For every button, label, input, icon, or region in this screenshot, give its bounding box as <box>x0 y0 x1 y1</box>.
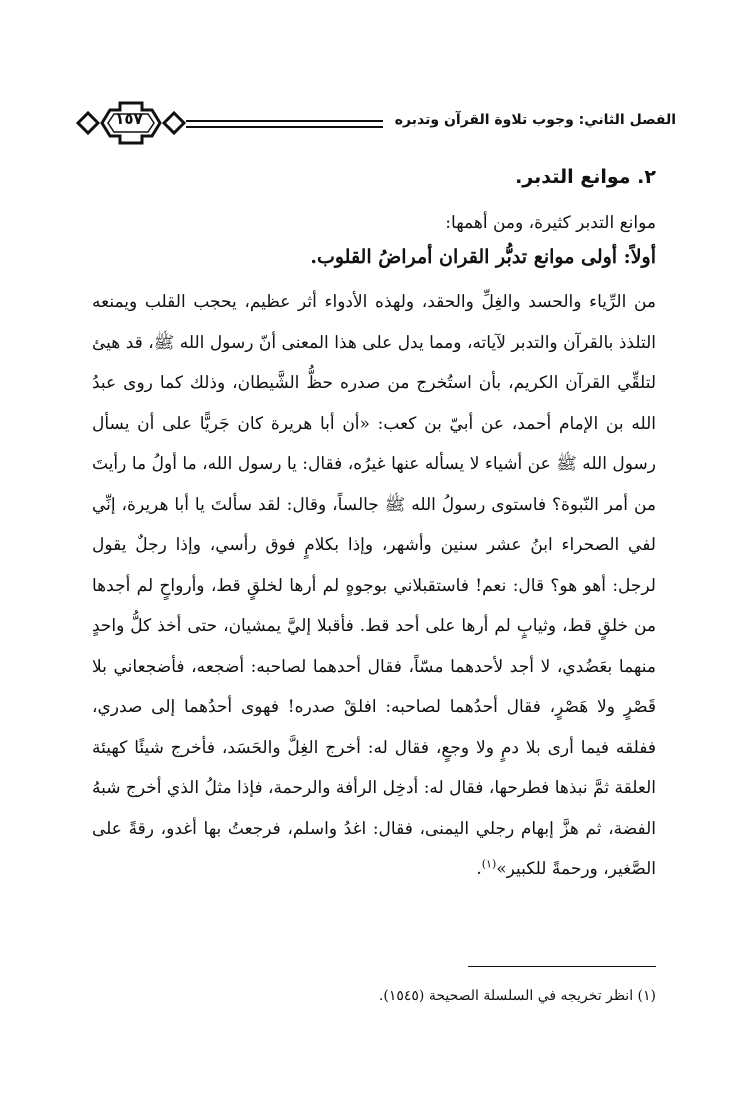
body-text: من الرِّياء والحسد والغِلِّ والحقد، ولهذه الأدواء أثر عظيم، يحجب القلب ويمنعه التلذذ بالقرآن والتدبر لآياته، ومما يدل على هذا المعنى أنّ رسول الله ﷺ، قد هيئ لتلقِّي القرآن الكريم، بأن استُخرج من صدره حظُّ الشَّيطان، وذلك كما روى عبدُ الله بن الإمام أحمد، عن أبيّ بن كعب: «أن أبا هريرة كان جَريًّا على أن يسأل رسول الله ﷺ عن أشياء لا يسأله عنها غيرُه، فقال: يا رسول الله، ما أولُ ما رأيتَ من أمر النّبوة؟ فاستوى رسولُ الله ﷺ جالساً، وقال: لقد سألتَ يا أبا هريرة، إنِّي لفي الصحراء ابنُ عشر سنين وأشهر، وإذا بكلامٍ فوق رأسي، وإذا رجلٌ يقول لرجل: أهو هو؟ قال: نعم! فاستقبلاني بوجوهٍ لم أرها لخلقٍ قط، وأرواحٍ لم أجدها من خلقٍ قط، وثيابٍ لم أرها على أحد قط. فأقبلا إليَّ يمشيان، حتى أخذ كلُّ واحدٍ منهما بعَضُدي، لا أجد لأحدهما مسّاً، فقال أحدهما لصاحبه: أضجعه، فأضجعاني بلا قَصْرٍ ولا هَصْرٍ، فقال أحدُهما لصاحبه: افلقْ صدره! فهوى أحدُهما إلى صدري، ففلقه فيما أرى بلا دمٍ ولا وجعٍ، فقال له: أخرج الغِلَّ والحَسَد، فأخرج شيئًا كهيئة العلقة ثمَّ نبذها فطرحها، فقال له: أدخِل الرأفة والرحمة، فإذا مثلُ الذي أخرج شبهُ الفضة، ثم هزَّ إبهام رجلي اليمنى، فقال: اغدُ واسلم، فرجعتُ بها أغدو، رقةً على الصَّغير، ورحمةً للكبير» <box>92 292 656 879</box>
header-rule <box>186 120 383 128</box>
page-number: ١٥٧ <box>115 110 143 128</box>
footnote: (١) انظر تخريجه في السلسلة الصحيحة (١٥٤٥). <box>378 988 656 1004</box>
page-header <box>76 98 676 148</box>
body-end-punctuation: . <box>476 859 482 879</box>
main-content <box>92 160 656 890</box>
footnote-reference[interactable]: (١) <box>481 857 497 871</box>
section-subtitle: أولاً: أولى موانع تدبُّر القران أمراضُ القلوب. <box>310 246 656 268</box>
body-paragraph <box>92 282 656 890</box>
section-title: ٢. موانع التدبر. <box>515 166 656 188</box>
footnote-divider <box>468 966 656 967</box>
section-intro: موانع التدبر كثيرة، ومن أهمها: <box>445 213 656 233</box>
running-title: الفصل الثاني: وجوب تلاوة القرآن وتدبره <box>394 112 676 128</box>
